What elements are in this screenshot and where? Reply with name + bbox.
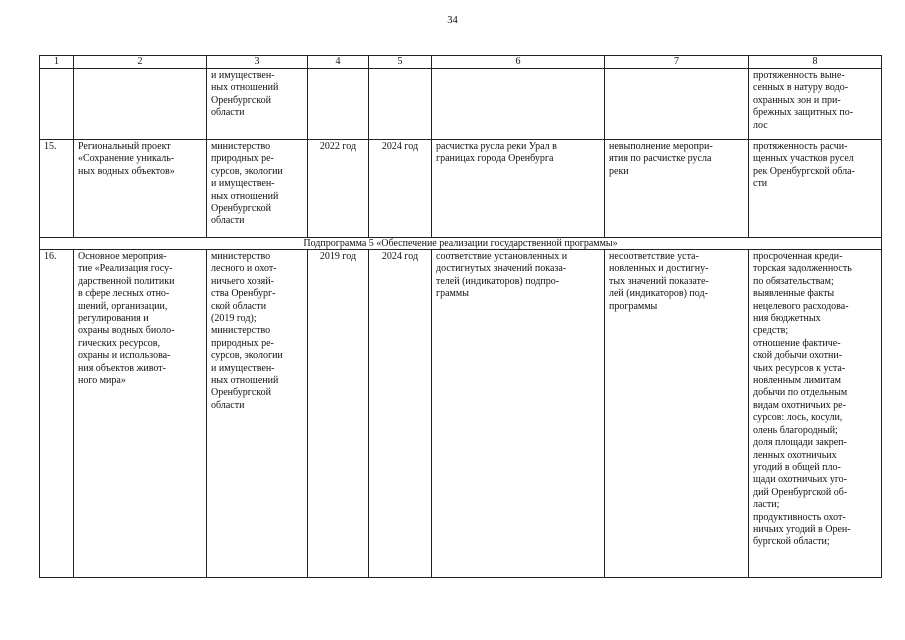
- column-number: 5: [369, 56, 432, 69]
- column-number: 2: [74, 56, 207, 69]
- cell-indicator: протяженность расчи- щенных участков русел рек Оренбургской обла- сти: [749, 140, 882, 238]
- cell-empty: [74, 69, 207, 140]
- cell-end-year: 2024 год: [369, 140, 432, 238]
- cell-measure-name: Региональный проект «Сохранение уникаль- ных водных объектов»: [74, 140, 207, 238]
- cell-empty: [432, 69, 605, 140]
- column-number: 1: [40, 56, 74, 69]
- column-numbers-row: [40, 56, 882, 69]
- cell-executor: и имуществен- ных отношений Оренбургской области: [207, 69, 308, 140]
- page-number: 34: [447, 15, 458, 26]
- cell-consequence: несоответствие уста- новленных и достигну- тых значений показате- лей (индикаторов) под- программы: [605, 250, 749, 578]
- table-row-15: [40, 140, 882, 238]
- subprogram-row: [40, 238, 882, 250]
- column-number: 8: [749, 56, 882, 69]
- cell-empty: [605, 69, 749, 140]
- cell-empty: [369, 69, 432, 140]
- cell-empty: [40, 69, 74, 140]
- table-row-16: [40, 250, 882, 578]
- column-number: 6: [432, 56, 605, 69]
- cell-executor: министерство природных ре- сурсов, экологии и имуществен- ных отношений Оренбургской области: [207, 140, 308, 238]
- cell-empty: [308, 69, 369, 140]
- cell-row-number: 16.: [40, 250, 74, 578]
- table-row-continuation: [40, 69, 882, 140]
- measures-table: [39, 55, 882, 578]
- cell-expected-result: соответствие установленных и достигнутых значений показа- телей (индикаторов) подпро- граммы: [432, 250, 605, 578]
- column-number: 3: [207, 56, 308, 69]
- cell-expected-result: расчистка русла реки Урал в границах города Оренбурга: [432, 140, 605, 238]
- subprogram-title: Подпрограмма 5 «Обеспечение реализации государственной программы»: [40, 238, 882, 250]
- cell-start-year: 2022 год: [308, 140, 369, 238]
- cell-indicator: просроченная креди- торская задолженность по обязательствам; выявленные факты нецелевого расходова- ния бюджетных средств; отношение фактиче- ской добычи охотни- чьих ресурсов к уста- новленным лимитам добычи по отдельным видам охотничьих ре- сурсов: лось, косули, олень благородный; доля площади закреп- ленных охотничьих угодий в общей пло- щади охотничьих уго- дий Оренбургской об- ласти; продуктивность охот- ничьих угодий в Орен- бургской области;: [749, 250, 882, 578]
- cell-executor: министерство лесного и охот- ничьего хозяй- ства Оренбург- ской области (2019 год); министерство природных ре- сурсов, экологии и имуществен- ных отношений Оренбургской области: [207, 250, 308, 578]
- cell-measure-name: Основное мероприя- тие «Реализация госу- дарственной политики в сфере лесных отно- шений, организации, регулирования и охраны водных биоло- гических ресурсов, охраны и использова- ния объектов живот- ного мира»: [74, 250, 207, 578]
- cell-end-year: 2024 год: [369, 250, 432, 578]
- cell-consequence: невыполнение меропри- ятия по расчистке русла реки: [605, 140, 749, 238]
- cell-row-number: 15.: [40, 140, 74, 238]
- cell-indicator: протяженность выне- сенных в натуру водо- охранных зон и при- брежных защитных по- лос: [749, 69, 882, 140]
- column-number: 4: [308, 56, 369, 69]
- column-number: 7: [605, 56, 749, 69]
- cell-start-year: 2019 год: [308, 250, 369, 578]
